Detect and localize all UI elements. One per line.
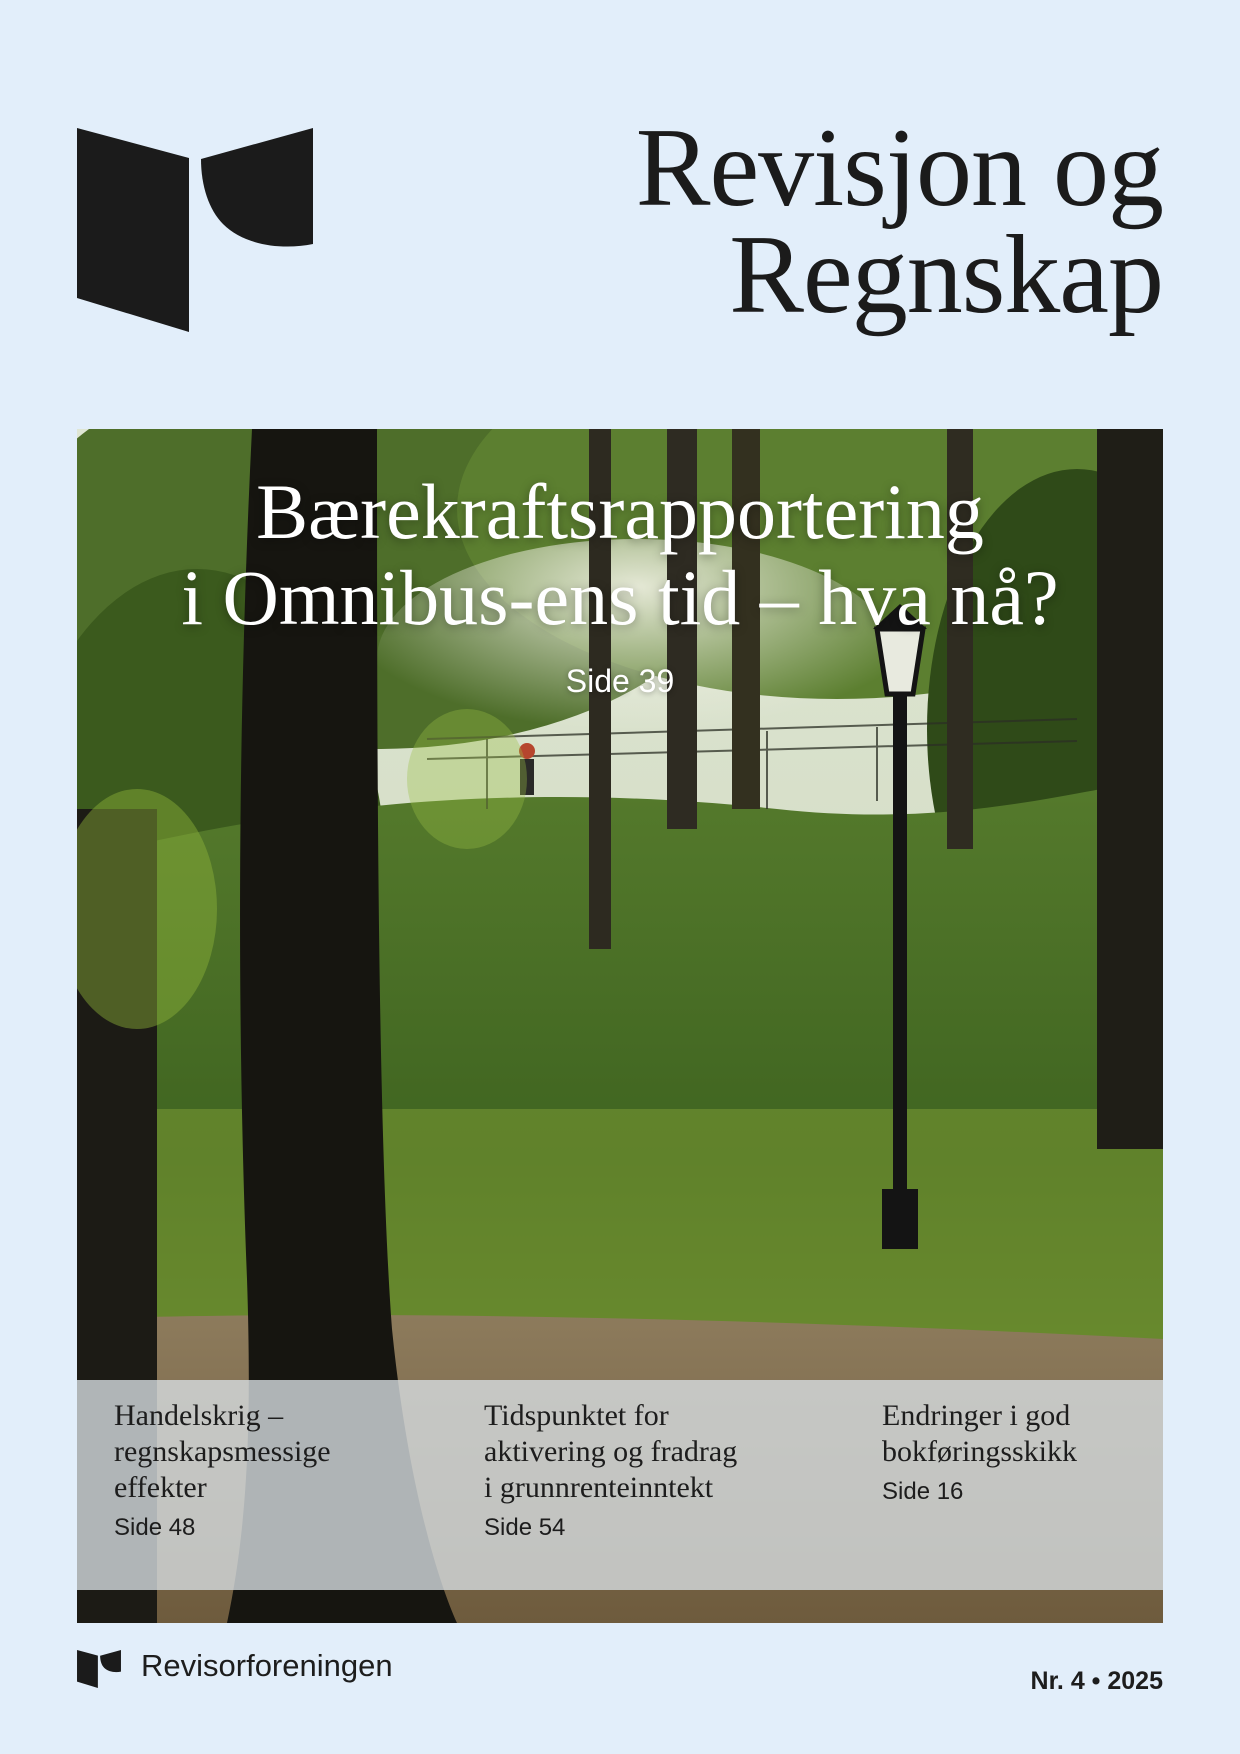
cover-photo [77,429,1163,1623]
teaser-3-title-line: Endringer i god [882,1399,1071,1432]
teaser-band [77,1380,1163,1590]
teaser-1-title-line: Handelskrig – [114,1399,284,1432]
teaser-3-page: Side 16 [882,1478,964,1505]
teaser-1 [114,1398,331,1542]
teaser-2-title-line: aktivering og fradrag [484,1435,738,1468]
magazine-title [635,106,1163,337]
teaser-1-title-line: effekter [114,1471,207,1504]
teaser-3-title-line: bokføringsskikk [882,1435,1077,1468]
cover-headline-page: Side 39 [565,663,675,699]
cover-headline-line-1: Bærekraftsrapportering [256,468,984,555]
teaser-1-page: Side 48 [114,1514,196,1541]
cover-headline [77,469,1163,641]
magazine-title-line-1: Revisjon og [635,106,1163,230]
teaser-2-title-line: i grunnrenteinntekt [484,1471,714,1504]
magazine-title-line-2: Regnskap [729,213,1163,337]
publisher-logo-icon [77,1650,121,1688]
teaser-1-title [114,1398,331,1506]
teaser-2-title-line: Tidspunktet for [484,1399,669,1432]
issue-number: Nr. 4 • 2025 [1030,1667,1163,1695]
cover-headline-line-2: i Omnibus-ens tid – hva nå? [181,554,1059,641]
teaser-2-page: Side 54 [484,1514,566,1541]
teaser-2 [484,1398,737,1542]
teaser-1-title-line: regnskapsmessige [114,1435,331,1468]
publisher-name: Revisorforeningen [141,1648,393,1683]
teaser-2-title [484,1398,737,1506]
revisorforeningen-logo-icon [77,128,313,332]
teaser-3-title [882,1398,1077,1470]
teaser-3 [882,1398,1077,1506]
